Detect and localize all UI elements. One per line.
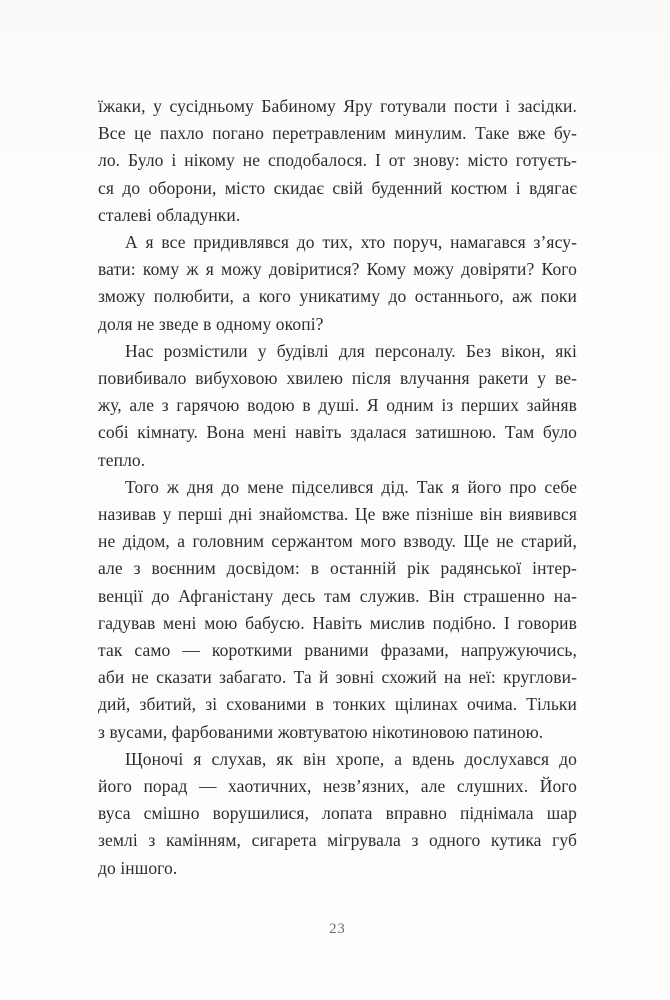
paragraph	[98, 338, 577, 474]
text-line: його порад — хаотичних, незв’язних, але слушних. Його	[98, 776, 577, 797]
text-line: тепло.	[98, 449, 146, 470]
text-line: з вусами, фарбованими жовтуватою нікотиновою патиною.	[98, 721, 544, 742]
text-line: не дідом, а головним сержантом мого взводу. Ще не старий,	[98, 531, 577, 552]
text-line: собі кімнату. Вона мені навіть здалася затишною. Там було	[98, 422, 577, 443]
paragraph	[98, 229, 577, 338]
text-line: Того ж дня до мене підселився дід. Так я його про себе	[125, 476, 577, 497]
text-line: вуса смішно ворушилися, лопата вправно піднімала шар	[98, 803, 577, 824]
text-line: сталеві обладунки.	[98, 204, 241, 225]
text-line: до іншого.	[98, 857, 178, 878]
text-line: Все це пахло погано перетравленим минулим. Таке вже бу-	[98, 123, 577, 144]
text-line: але з воєнним досвідом: в останній рік радянської інтер-	[98, 558, 577, 579]
text-line: аби не сказати забагато. Та й зовні схожий на неї: круглови-	[98, 667, 577, 688]
text-line: повибивало вибуховою хвилею після влучання ракети у ве-	[98, 368, 577, 389]
text-line: ло. Було і нікому не сподобалося. І от знову: місто готуєть-	[98, 150, 577, 171]
text-line: вати: кому ж я можу довіритися? Кому можу довіряти? Кого	[98, 259, 577, 280]
paragraph	[98, 746, 577, 882]
text-line: зможу полюбити, а кого уникатиму до останнього, аж поки	[98, 286, 577, 307]
text-line: їжаки, у сусідньому Бабиному Яру готували пости і засідки.	[98, 96, 577, 116]
text-line: Нас розмістили у будівлі для персоналу. Без вікон, які	[125, 340, 577, 361]
text-line: ся до оборони, місто скидає свій буденний костюм і вдягає	[98, 177, 577, 198]
text-line: землі з камінням, сигарета мігрувала з одного кутика губ	[98, 830, 577, 851]
body-text	[98, 93, 577, 882]
paragraph	[98, 93, 577, 229]
text-line: А я все придивлявся до тих, хто поруч, намагався з’ясу-	[125, 232, 577, 253]
text-line: гадував мені мою бабусю. Навіть мислив подібно. І говорив	[98, 612, 577, 633]
text-line: доля не зведе в одному окопі?	[98, 313, 324, 334]
text-line: жу, але з гарячою водою в душі. Я одним із перших зайняв	[98, 395, 577, 416]
page-number: 23	[329, 921, 346, 937]
text-line: венції до Афганістану десь там служив. Він страшенно на-	[98, 585, 577, 606]
text-line: Щоночі я слухав, як він хропе, а вдень дослухався до	[125, 748, 577, 769]
text-line: дий, збитий, зі схованими в тонких щілинах очима. Тільки	[98, 694, 577, 715]
text-line: називав у перші дні знайомства. Це вже пізніше він виявився	[98, 504, 577, 525]
paragraph	[98, 474, 577, 746]
text-line: так само — короткими рваними фразами, напружуючись,	[98, 640, 577, 661]
